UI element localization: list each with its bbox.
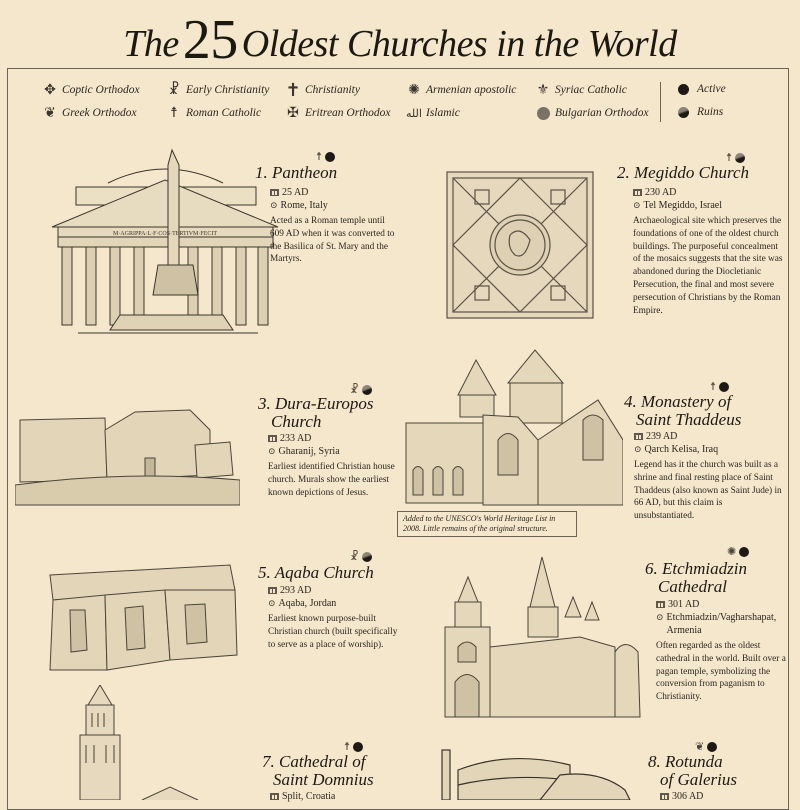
entry-6-location: Etchmiadzin/Vagharshapat, Armenia [666,612,777,636]
location-pin-icon: ⊙ [656,612,664,622]
armenian-star-icon: ✺ [727,546,737,558]
location-pin-icon: ⊙ [634,444,642,454]
budded-cross-icon: ☨ [170,105,178,121]
bulgarian-seal-icon [535,105,551,121]
entry-7-title: 7. Cathedral of Saint Domnius [262,752,374,789]
entry-8-title: 8. Rotunda of Galerius [648,752,737,789]
active-dot-icon [707,742,717,752]
legend-item-ruins: Ruins [678,106,723,118]
ruins-dot-icon [735,153,745,163]
active-dot-icon [353,742,363,752]
syriac-fleur-icon: ⚜ [536,82,550,98]
coptic-cross-icon: ✥ [44,82,56,98]
greek-orthodox-emblem-icon: ❦ [44,105,56,121]
unesco-caption: Added to the UNESCO's World Heritage List in 2008. Little remains of the original structure. [397,511,577,537]
location-pin-icon: ⊙ [268,598,276,608]
calendar-icon [633,189,642,196]
entry-7-location: Split, Croatia [282,791,336,802]
entry-4-year: 239 AD [646,431,678,442]
legend-item-armenian: ✺ Armenian apostolic [406,82,516,98]
legend-item-syriac: ⚜ Syriac Catholic [536,82,627,98]
entry-6-year: 301 AD [668,599,700,610]
calendar-icon [270,793,279,800]
dura-europos-illustration [15,400,240,510]
title-suffix: Oldest Churches in the World [241,23,677,65]
legend-item-eritrean: ✠ Eritrean Orthodox [285,105,391,121]
legend-item-active: Active [678,83,726,95]
calendar-icon [268,435,277,442]
entry-3-location: Gharanij, Syria [278,446,340,457]
chi-rho-icon: ☧ [168,82,180,98]
budded-cross-icon: ☨ [316,151,322,163]
legend-divider [660,82,661,122]
entry-4-location: Qarch Kelisa, Iraq [644,444,719,455]
legend-item-christianity: ✝ Christianity [285,79,360,100]
greek-orthodox-emblem-icon: ❦ [695,741,705,753]
entry-1-details [270,186,395,266]
entry-6-badges [727,545,749,558]
entry-2-details [633,186,783,317]
location-pin-icon: ⊙ [270,200,278,210]
legend-item-early-christianity: ☧ Early Christianity [166,82,269,98]
entry-1-location: Rome, Italy [280,200,328,211]
location-pin-icon: ⊙ [633,200,641,210]
entry-3-description: Earliest identified Christian house church. Murals show the earliest known depictions of Jesus. [268,462,395,498]
entry-5-badges [350,550,372,563]
legend-item-coptic: ✥ Coptic Orthodox [42,82,140,98]
calendar-icon [660,793,669,800]
allah-calligraphy-icon: الله [406,107,422,120]
page-title [0,8,800,72]
calendar-icon [268,587,277,594]
budded-cross-icon: ☨ [726,152,732,164]
ruins-dot-icon [362,552,372,562]
saint-thaddeus-illustration [398,345,623,510]
title-prefix: The [123,23,179,65]
entry-6-description: Often regarded as the oldest cathedral in the world. Built over a pagan temple, symbolizing the conversion from paganism to Christianity. [656,641,786,703]
entry-6-title: 6. Etchmiadzin Cathedral [645,559,747,596]
entry-8-details [660,790,780,803]
legend-item-bulgarian: Bulgarian Orthodox [535,105,649,121]
entry-5-title: 5. Aqaba Church [258,563,374,582]
entry-6-details [656,598,796,704]
legend-item-islamic: الله Islamic [406,107,460,120]
entry-5-year: 293 AD [280,585,312,596]
entry-3-year: 233 AD [280,433,312,444]
chi-rho-icon: ☧ [350,384,359,396]
entry-1-badges [316,150,335,163]
budded-cross-icon: ☨ [344,741,350,753]
entry-5-description: Earliest known purpose-built Christian church (built specifically to serve as a place of worship). [268,614,398,650]
entry-5-details [268,584,403,651]
entry-7-details [270,790,390,803]
aqaba-church-illustration [45,560,240,675]
half-dot-icon [678,107,689,118]
title-number: 25 [182,9,238,71]
entry-4-description: Legend has it the church was built as a shrine and final resting place of Saint Thaddeus (also known as Saint Jude) in 66 AD, but this claim is unsubstantiated. [634,460,782,522]
saint-domnius-illustration [70,685,130,800]
entry-2-year: 230 AD [645,187,677,198]
eritrean-cross-icon: ✠ [287,105,299,121]
entry-5-location: Aqaba, Jordan [278,598,337,609]
entry-2-title: 2. Megiddo Church [617,163,750,182]
calendar-icon [656,601,665,608]
legend-item-roman-catholic: ☨ Roman Catholic [166,105,261,121]
legend [40,80,760,124]
etchmiadzin-illustration [440,552,645,722]
calendar-icon [270,189,279,196]
svg-text:M·AGRIPPA·L·F·COS·TERTIVM·FECI: M·AGRIPPA·L·F·COS·TERTIVM·FECIT [112,231,218,237]
pantheon-illustration [48,145,283,345]
entry-1-title: 1. Pantheon [255,163,338,182]
solid-dot-icon [678,84,689,95]
calendar-icon [634,433,643,440]
chi-rho-icon: ☧ [350,551,359,563]
entry-8-year: 306 AD [672,791,704,802]
armenian-star-icon: ✺ [408,82,420,98]
location-pin-icon: ⊙ [268,446,276,456]
entry-2-description: Archaeological site which preserves the foundations of one of the oldest church buildings. The purposeful concealment of the mosaics suggests that the site was abandoned during the Diocletianic Persecution, the final and most severe persecution of Christians by the Roman Empire. [633,216,783,316]
ruins-dot-icon [362,385,372,395]
active-dot-icon [325,152,335,162]
active-dot-icon [739,547,749,557]
rotunda-illustration [440,745,640,800]
active-dot-icon [719,382,729,392]
saint-domnius-roof-illustration [140,785,200,800]
latin-cross-icon: ✝ [285,79,301,100]
entry-4-title: 4. Monastery of Saint Thaddeus [624,392,742,429]
entry-4-details [634,430,784,523]
budded-cross-icon: ☨ [710,381,716,393]
legend-item-greek: ❦ Greek Orthodox [42,105,137,121]
megiddo-mosaic-illustration [445,170,595,320]
entry-1-year: 25 AD [282,187,309,198]
entry-3-title: 3. Dura-Europos Church [258,394,374,431]
entry-3-details [268,432,398,499]
entry-2-location: Tel Megiddo, Israel [643,200,722,211]
entry-1-description: Acted as a Roman temple until 609 AD when it was converted to the Basilica of St. Mary and the Martyrs. [270,216,395,265]
